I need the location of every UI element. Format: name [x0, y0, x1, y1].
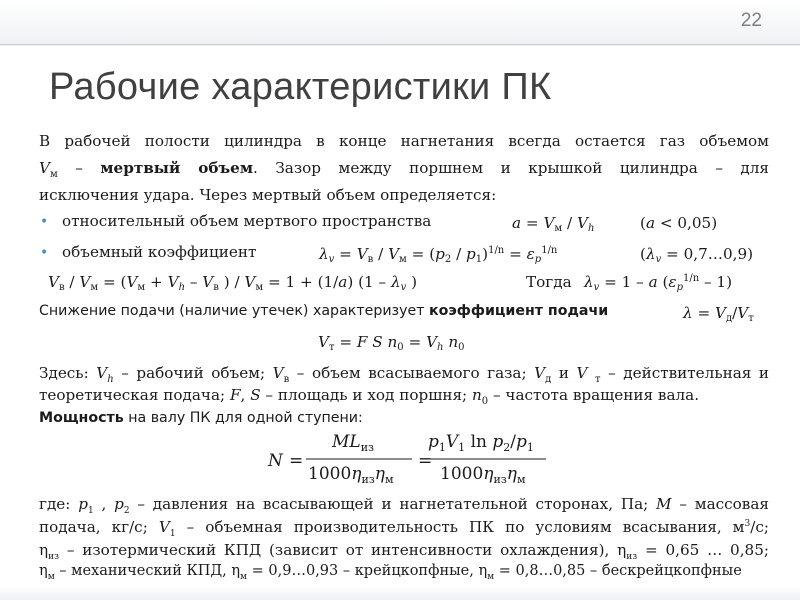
slide-title: Рабочие характеристики ПК	[49, 66, 552, 108]
svg-text:=: =	[418, 451, 433, 471]
svg-text:=: =	[289, 451, 304, 471]
intro-line-2-rest: . Зазор между поршнем и крышкой цилиндра – для	[253, 159, 770, 177]
svg-text:p1V1 ln p2/p1: $p_1V_1$ $\ln p_2/p_1$	[428, 432, 534, 454]
bullet-1-label: относительный объем мертвого пространства	[62, 212, 432, 230]
power-bold: Мощность	[39, 410, 124, 426]
svg-text:λv = 1 – a (εp1/n – 1): λv = 1 – a $(\varepsilon p^{1/n} - 1)$	[584, 273, 732, 293]
power-rest: на валу ПК для одной ступени:	[123, 410, 363, 426]
footer-line-3: $\eta_{из}$ – изотермический КПД (зависит от интенсивности охлаждения), $\eta_{из} = 0,65$ … 0,85;	[39, 541, 769, 563]
svg-text:N: N	[268, 451, 283, 471]
slide-number: 22	[740, 10, 762, 31]
svg-text:(λv = 0,7…0,9): (λv = 0,7…0,9)	[640, 245, 754, 265]
svg-text:Vв / Vм = (Vм + Vh – Vв ) / Vм: Vв / Vм = (Vм + Vh – Vв ) / Vм = 1 + (1/a) (1 – λv )	[48, 273, 418, 293]
svg-text:λv = Vв / Vм = (p2 / p1)1/n =: λv = Vв / Vм = $(p2 / p1)^{1/n} = \varepsilon p^{1/n}$	[319, 245, 558, 265]
bullet-marker-2: •	[40, 245, 49, 261]
intro-line-1: В рабочей полости цилиндра в конце нагнетания всегда остается газ объемом	[39, 132, 769, 150]
supply-text: Снижение подачи (наличие утечек) характеризует	[39, 303, 425, 319]
svg-text:Vт = F S n0 = Vh n0: Vт = F S n0 = Vh n0	[318, 333, 465, 353]
formula-power	[267, 432, 546, 486]
footer-line-2: подача, кг/с; $V_1$ – объемная производительность ПК по условиям всасывания, $м^3/с$;	[39, 518, 769, 540]
svg-text:1000ηизηм: $1000\eta_{из}\eta_м$	[308, 464, 394, 486]
intro-var-sub: м	[49, 169, 58, 181]
bullet-2-label: объемный коэффициент	[62, 243, 257, 261]
formula-supply-coefficient	[682, 304, 754, 324]
svg-text:Тогда: Тогда	[526, 273, 572, 291]
footer-line-4: $\eta_м$ – механический КПД, $\eta_м$ = 0,9…0,93 – крейцкопфные, $\eta_м$ = 0,8…0,85 – бескрейцкопфные	[39, 563, 742, 580]
formula-dead-space-ratio	[512, 214, 717, 234]
intro-dash: –	[57, 159, 101, 177]
def-1: Здесь: $V_h$ – рабочий объем; $V_в$ – объем всасываемого газа; $V_д$ и V $_т$ – действительная и	[39, 364, 770, 386]
svg-text:λ = Vд/Vт: λ = Vд/Vт	[683, 304, 754, 324]
svg-text:a = Vм / Vh: a = Vм / Vh	[512, 214, 595, 234]
definitions-line-2: теоретическая подача; F, S – площадь и ход поршня; $n_0$ – частота вращения вала.	[39, 386, 700, 408]
formula-derivation	[48, 273, 732, 293]
intro-line-3: исключения удара. Через мертвый объем определяется:	[39, 186, 497, 204]
svg-text:(a < 0,05): (a < 0,05)	[640, 214, 718, 232]
svg-text:1000ηизηм: $1000\eta_{из}\eta_м$	[440, 464, 526, 486]
svg-text:MLиз: $ML_{из}$	[332, 432, 375, 454]
formula-theoretical-supply	[318, 333, 464, 353]
intro-bold-term: мертвый объем	[100, 159, 254, 177]
supply-bold: коэффициент подачи	[429, 303, 609, 319]
intro-var: V	[39, 159, 50, 177]
footer-line-1: где: $p_1$ , $p_2$ – давления на всасывающей и нагнетательной сторонах, Па; M – массовая	[39, 495, 769, 517]
formula-volumetric-coefficient	[318, 245, 753, 265]
bullet-marker-1: •	[40, 214, 49, 230]
